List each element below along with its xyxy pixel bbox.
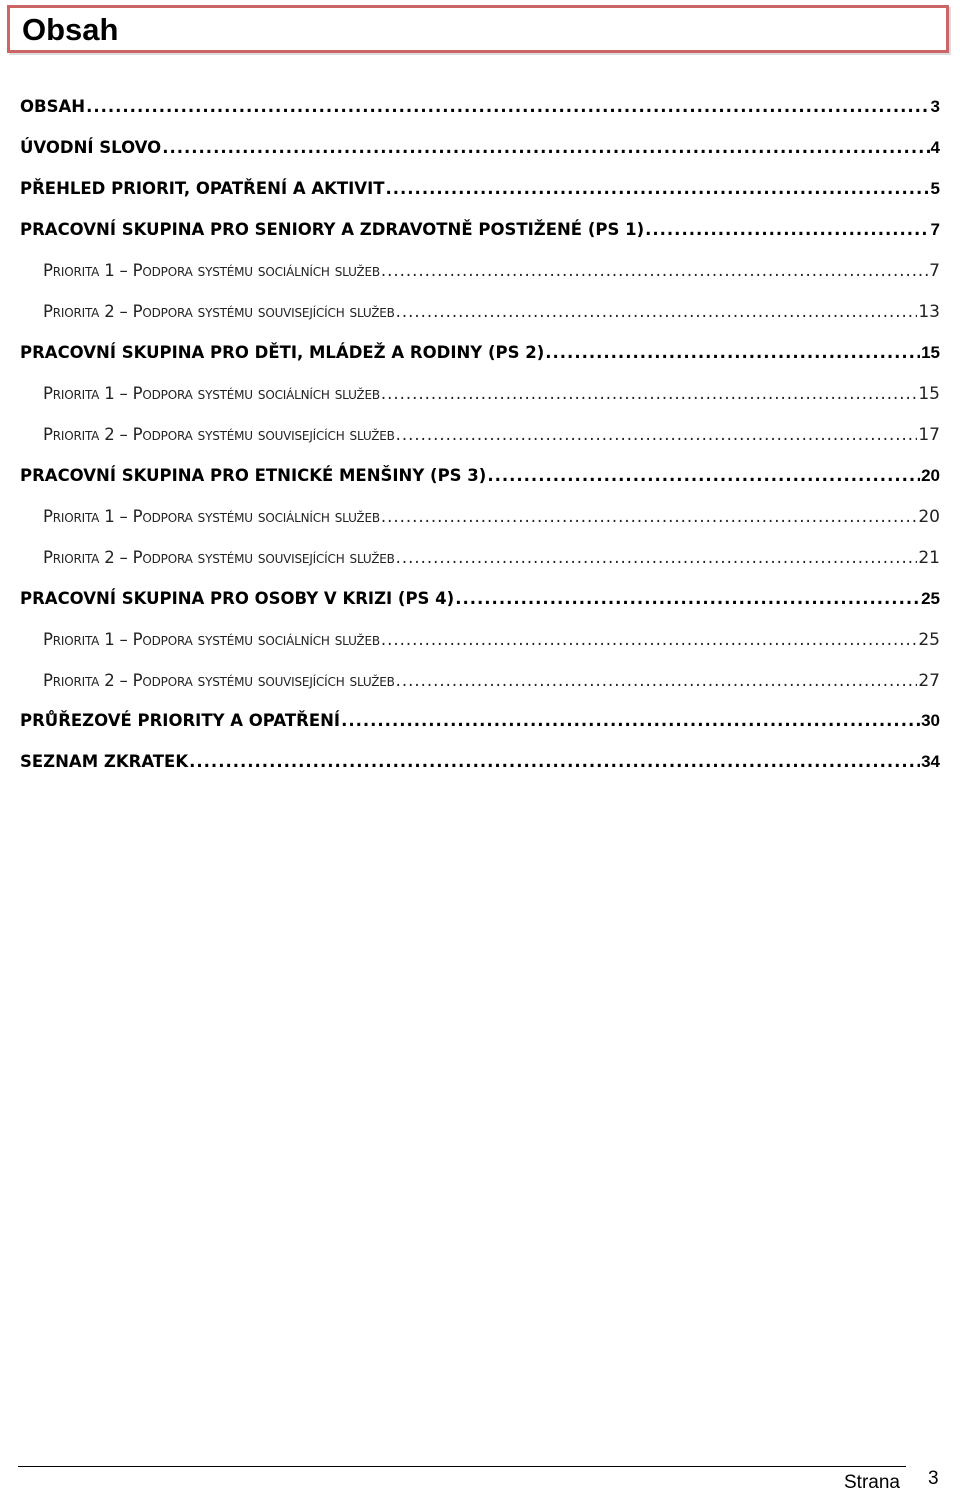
toc-entry[interactable] [20, 464, 940, 488]
toc-subentry[interactable] [43, 423, 940, 447]
footer-page-label: Strana [844, 1472, 900, 1493]
toc-subentry-title: Priorita 2 – Podpora systému souvisejících služeb [43, 302, 395, 321]
toc-dot-leader [381, 382, 917, 406]
toc-entry-page: 34 [921, 752, 940, 771]
toc-subentry-page: 20 [918, 507, 940, 527]
toc-subentry[interactable] [43, 259, 940, 283]
toc-entry-title: PRŮŘEZOVÉ PRIORITY A OPATŘENÍ [20, 711, 341, 730]
toc-subentry-title: Priorita 2 – Podpora systému souvisejících služeb [43, 425, 395, 444]
toc-entry-title: ÚVODNÍ SLOVO [20, 138, 162, 157]
toc-subentry-title: Priorita 1 – Podpora systému sociálních služeb [43, 507, 380, 526]
toc-entry-title: PRACOVNÍ SKUPINA PRO ETNICKÉ MENŠINY (PS 3) [20, 466, 487, 485]
footer-page-number: 3 [928, 1468, 939, 1489]
toc-entry-title: PŘEHLED PRIORIT, OPATŘENÍ A AKTIVIT [20, 179, 385, 198]
toc-entry-title: OBSAH [20, 97, 86, 116]
toc-entry[interactable] [20, 709, 940, 733]
toc-subentry-page: 21 [918, 548, 940, 568]
toc-subentry-title: Priorita 1 – Podpora systému sociálních služeb [43, 261, 380, 280]
toc-subentry[interactable] [43, 628, 940, 652]
toc-subentry-title: Priorita 2 – Podpora systému souvisejících služeb [43, 671, 395, 690]
toc-entry-page: 5 [930, 179, 940, 198]
toc-entry[interactable] [20, 218, 940, 242]
footer-divider [18, 1466, 906, 1467]
toc-dot-leader [86, 95, 929, 119]
toc-entry[interactable] [20, 750, 940, 774]
toc-entry-title: PRACOVNÍ SKUPINA PRO DĚTI, MLÁDEŽ A RODINY (PS 2) [20, 343, 545, 362]
toc-dot-leader [396, 546, 918, 570]
toc-subentry[interactable] [43, 546, 940, 570]
toc-entry-title: PRACOVNÍ SKUPINA PRO OSOBY V KRIZI (PS 4) [20, 589, 455, 608]
toc-subentry-page: 27 [918, 671, 940, 691]
toc-dot-leader [396, 423, 918, 447]
toc-entry-page: 30 [921, 711, 940, 730]
toc-subentry[interactable] [43, 300, 940, 324]
toc-entry-title: PRACOVNÍ SKUPINA PRO SENIORY A ZDRAVOTNĚ POSTIŽENÉ (PS 1) [20, 220, 645, 239]
toc-subentry[interactable] [43, 669, 940, 693]
toc-subentry-title: Priorita 1 – Podpora systému sociálních služeb [43, 384, 380, 403]
page-title: Obsah [22, 12, 119, 47]
toc-dot-leader [341, 709, 920, 733]
toc-entry[interactable] [20, 95, 940, 119]
toc-entry-page: 7 [930, 220, 940, 239]
toc-subentry[interactable] [43, 382, 940, 406]
toc-dot-leader [487, 464, 920, 488]
toc-subentry-page: 7 [929, 261, 940, 281]
toc-dot-leader [545, 341, 920, 365]
toc-subentry-title: Priorita 1 – Podpora systému sociálních služeb [43, 630, 380, 649]
toc-subentry-page: 13 [918, 302, 940, 322]
toc-dot-leader [189, 750, 920, 774]
toc-entry[interactable] [20, 341, 940, 365]
toc-entry-page: 3 [930, 97, 940, 116]
toc-entry-page: 4 [930, 138, 940, 157]
toc-subentry[interactable] [43, 505, 940, 529]
toc-entry-page: 15 [921, 343, 940, 362]
toc-entry-page: 25 [921, 589, 940, 608]
toc-entry[interactable] [20, 177, 940, 201]
toc-entry[interactable] [20, 587, 940, 611]
toc-subentry-page: 15 [918, 384, 940, 404]
toc-subentry-page: 17 [918, 425, 940, 445]
toc-dot-leader [455, 587, 920, 611]
toc-dot-leader [381, 505, 917, 529]
toc-entry-page: 20 [921, 466, 940, 485]
toc-dot-leader [381, 259, 928, 283]
toc-dot-leader [396, 669, 918, 693]
toc-subentry-title: Priorita 2 – Podpora systému souvisejících služeb [43, 548, 395, 567]
heading-box [7, 5, 949, 53]
toc-entry[interactable] [20, 136, 940, 160]
toc-subentry-page: 25 [918, 630, 940, 650]
toc-dot-leader [162, 136, 929, 160]
toc-dot-leader [385, 177, 929, 201]
toc-dot-leader [645, 218, 929, 242]
toc-dot-leader [381, 628, 917, 652]
toc-dot-leader [396, 300, 918, 324]
toc-entry-title: SEZNAM ZKRATEK [20, 752, 189, 771]
